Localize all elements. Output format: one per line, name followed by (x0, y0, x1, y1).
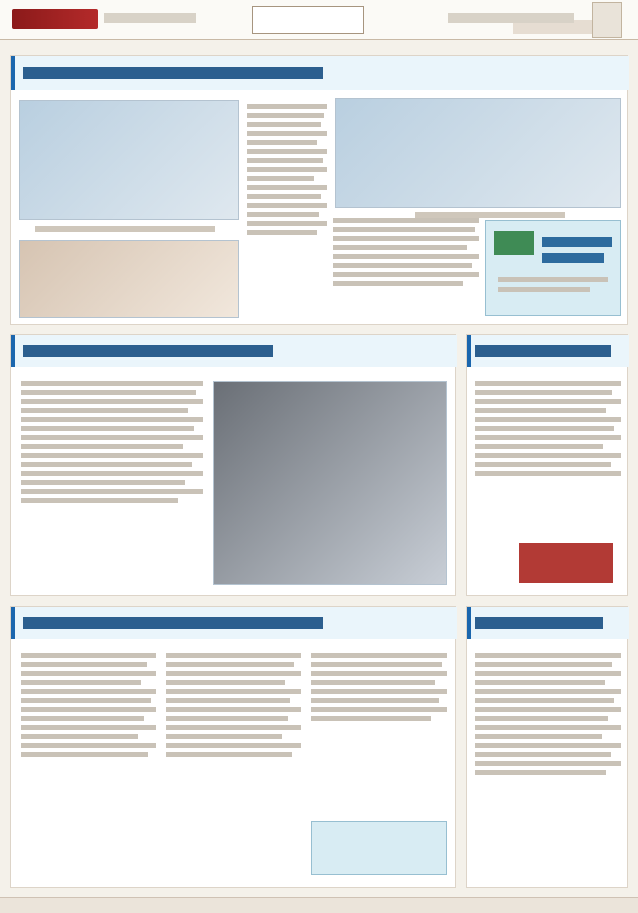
main-headline-placeholder (23, 67, 323, 79)
exhibition-text (21, 381, 203, 587)
health-badge (311, 821, 447, 875)
promo-icon-block (494, 231, 534, 255)
main-text-col-2 (333, 218, 479, 316)
section-tag (252, 6, 364, 34)
case-review-text (475, 381, 621, 531)
health-text-col-1 (21, 653, 156, 877)
page-number-box (592, 2, 622, 38)
main-text-col-1 (247, 104, 327, 314)
page-header (0, 0, 638, 40)
promo-subline-2 (498, 287, 590, 292)
promo-line-1 (542, 237, 612, 247)
village-text (475, 653, 621, 877)
main-caption-left-top (35, 226, 215, 232)
health-literacy-headline-placeholder (23, 617, 323, 629)
village-headline-placeholder (475, 617, 603, 629)
exhibition-headline-placeholder (23, 345, 273, 357)
main-story (10, 55, 628, 325)
promo-subline-1 (498, 277, 608, 282)
main-photo-right (335, 98, 621, 208)
promo-banner (485, 220, 621, 316)
exhibition-photo (213, 381, 447, 585)
newspaper-logo (12, 9, 98, 29)
case-review-headline-placeholder (475, 345, 611, 357)
health-literacy-story (10, 606, 456, 888)
newspaper-meta (104, 13, 196, 23)
exhibition-story (10, 334, 456, 596)
footer-strip (0, 897, 638, 913)
promo-line-2 (542, 253, 604, 263)
main-photo-left-top (19, 100, 239, 220)
issue-date (448, 13, 574, 23)
case-review-story (466, 334, 628, 596)
main-photo-left-bottom (19, 240, 239, 318)
case-review-badge (519, 543, 613, 583)
health-text-col-3 (311, 653, 447, 813)
village-story (466, 606, 628, 888)
health-text-col-2 (166, 653, 301, 877)
